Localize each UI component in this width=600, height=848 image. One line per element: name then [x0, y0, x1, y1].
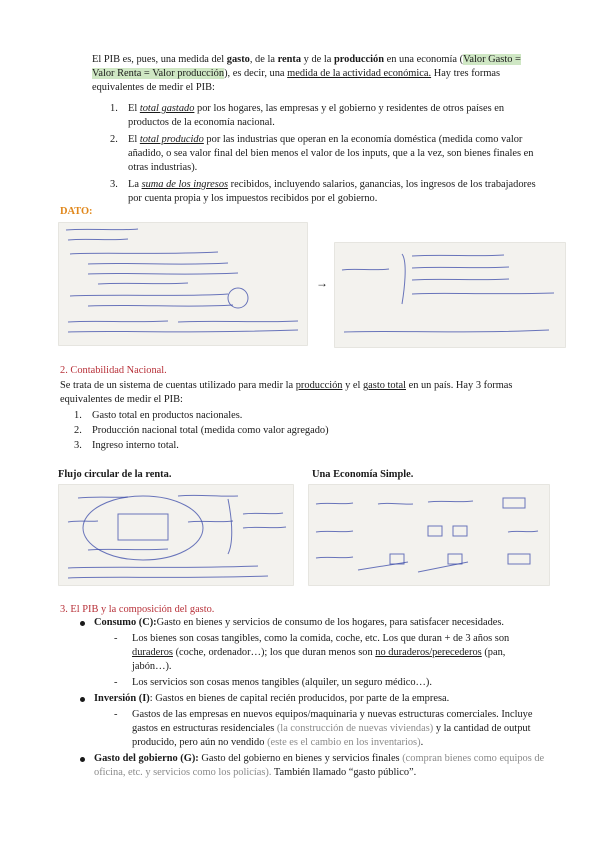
list-text: por las industrias que operan en la economía doméstica (medida como valor añadido, o sea valor final del bien menos el valor de los inputs, que a la vez, son bienes finales en otras industrias).	[128, 134, 534, 173]
flujo-circular-title: Flujo circular de la renta.	[58, 469, 172, 480]
list-item	[74, 409, 532, 423]
list-text: por los hogares, las empresas y el gobierno y residentes de otros países en productos de la economía nacional.	[128, 103, 505, 128]
section-2-list	[74, 409, 532, 454]
sub-bullet	[76, 632, 546, 674]
intro-text: El PIB es, pues, una medida del	[92, 54, 227, 65]
list-text: recibidos, incluyendo salarios, ganancias, los ingresos de los trabajadores por cuenta propia y los impuestos recibidos por el gobierno.	[128, 179, 536, 204]
circular-flow-drawing	[58, 484, 294, 586]
consumo-text: Gasto en bienes y servicios de consumo de los hogares, para satisfacer necesidades.	[156, 617, 505, 628]
consumo-label: Consumo (C):	[94, 617, 157, 628]
intro-bold-gasto: gasto	[226, 54, 250, 65]
section-2-text: Se trata de un sistema de cuentas utilizado para medir la	[60, 380, 296, 391]
sub-bullet	[76, 708, 546, 750]
list-text: La	[128, 179, 142, 190]
gobierno-tail: También llamado “gasto público”.	[271, 767, 417, 778]
simple-economy-drawing	[308, 484, 550, 586]
sub-text: Gastos de las empresas en nuevos equipos/maquinaria y nuevas estructuras comerciales. Incluye gastos en estructuras residenciales	[132, 709, 533, 734]
simple-economy-sketch	[308, 484, 550, 586]
dato-label: DATO:	[60, 206, 93, 217]
section-3-bullets	[76, 616, 546, 782]
dash: -	[114, 709, 118, 720]
intro-text: y de la	[301, 54, 334, 65]
list-text: El	[128, 134, 140, 145]
intro-bold-produccion: producción	[333, 54, 384, 65]
section-2-paragraph	[60, 379, 546, 407]
gobierno-label: Gasto del gobierno (G):	[94, 753, 199, 764]
section-2-text: en un país. Hay 3 formas equivalentes de medir el PIB:	[60, 380, 513, 405]
bullet-dot	[80, 757, 85, 762]
section-3-title: 3. El PIB y la composición del gasto.	[60, 604, 215, 615]
list-text: Gasto total en productos nacionales.	[92, 410, 243, 421]
economia-simple-title: Una Economía Simple.	[312, 469, 414, 480]
bullet-gobierno	[76, 752, 546, 780]
handwritten-sketch-1	[58, 222, 308, 346]
bullet-inversion	[76, 692, 546, 706]
sub-text: Los servicios son cosas menos tangibles (alquiler, un seguro médico…).	[132, 677, 432, 688]
list-number: 1.	[110, 103, 118, 114]
bullet-dot	[80, 621, 85, 626]
list-emphasis: total gastado	[139, 103, 195, 114]
dash: -	[114, 677, 118, 688]
gobierno-text: Gasto del gobierno en bienes y servicios finales	[198, 753, 403, 764]
underlined-measure: medida de la actividad económica.	[287, 68, 432, 79]
list-item	[74, 424, 532, 438]
list-emphasis: total producido	[139, 134, 204, 145]
intro-bold-renta: renta	[277, 54, 302, 65]
list-text: Ingreso interno total.	[92, 440, 179, 451]
sub-text: Los bienes son cosas tangibles, como la comida, coche, etc. Los que duran + de 3 años son	[132, 633, 510, 644]
intro-text: , de la	[249, 54, 278, 65]
underlined-produccion: producción	[295, 380, 343, 391]
grey-note: (compran bienes como equipos de oficina, etc. y servicios como los policías).	[94, 753, 545, 778]
grey-note: (este es el cambio en los inventarios)	[267, 737, 421, 748]
intro-paragraph	[92, 53, 544, 95]
underlined-no-duraderos: no duraderos/perecederos	[375, 647, 482, 658]
bullet-consumo	[76, 616, 546, 630]
arrow-between-images: →	[316, 276, 328, 290]
list-item	[110, 178, 540, 206]
list-item	[110, 102, 540, 130]
sub-bullet	[76, 676, 546, 690]
sub-text: .	[420, 737, 424, 748]
intro-text: ), es decir, una	[224, 68, 288, 79]
list-number: 3.	[110, 179, 118, 190]
circular-flow-sketch	[58, 484, 294, 586]
sub-text: (pan, jabón…).	[132, 647, 506, 672]
underlined-duraderos: duraderos	[132, 647, 173, 658]
list-number: 2.	[110, 134, 118, 145]
grey-note: (la construcción de nuevas viviendas)	[276, 723, 434, 734]
list-item	[110, 133, 540, 175]
intro-text: en una economía (	[384, 54, 464, 65]
list-item	[74, 439, 532, 453]
list-number: 1.	[74, 410, 82, 421]
inversion-text: : Gastos en bienes de capital recién producidos, por parte de la empresa.	[149, 693, 450, 704]
section-2-title: 2. Contabilidad Nacional.	[60, 365, 167, 376]
underlined-gasto-total: gasto total	[362, 380, 406, 391]
handwritten-notes-image-2	[334, 242, 566, 348]
handwritten-sketch-2	[334, 242, 566, 348]
section-2-text: y el	[342, 380, 363, 391]
list-number: 3.	[74, 440, 82, 451]
list-text: El	[128, 103, 140, 114]
sub-text: y la cantidad de output producido, pero aún no vendido	[132, 723, 531, 748]
bullet-dot	[80, 697, 85, 702]
dash: -	[114, 633, 118, 644]
inversion-label: Inversión (I)	[94, 693, 150, 704]
forms-list	[110, 102, 540, 209]
handwritten-notes-image-1	[58, 222, 308, 346]
list-text: Producción nacional total (medida como valor agregado)	[92, 425, 329, 436]
highlighted-identity: Valor Gasto = Valor Renta = Valor producción	[92, 54, 521, 79]
intro-text: Hay tres formas equivalentes de medir el PIB:	[92, 68, 501, 93]
sub-text: (coche, ordenador…); los que duran menos son	[172, 647, 376, 658]
list-number: 2.	[74, 425, 82, 436]
list-emphasis: suma de los ingresos	[141, 179, 229, 190]
